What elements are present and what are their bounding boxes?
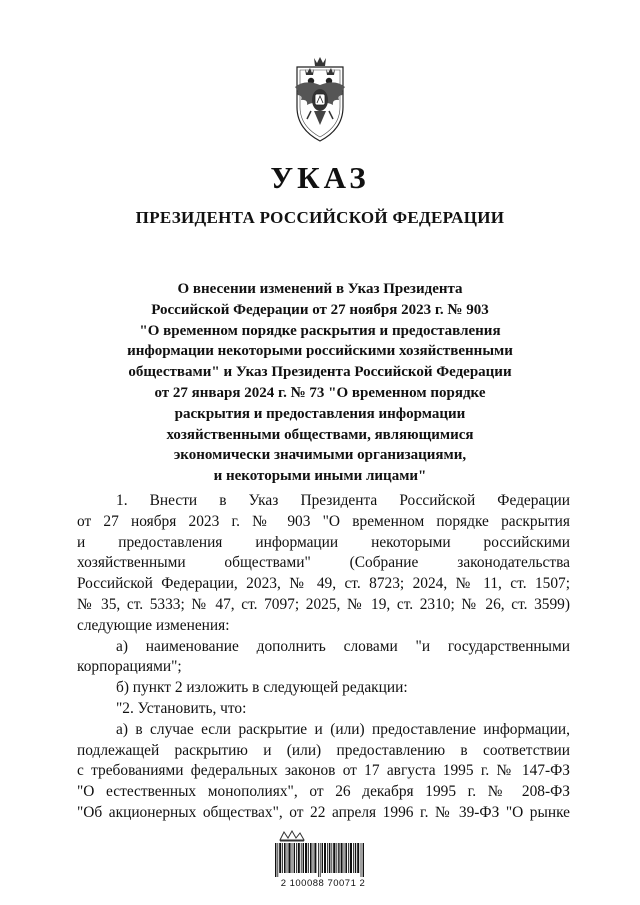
document-heading xyxy=(100,279,540,487)
body-line: Российской Федерации, 2023, № 49, ст. 8723; 2024, № 11, ст. 1507; xyxy=(77,575,570,593)
heading-line: хозяйственными обществами, являющимися xyxy=(166,426,474,443)
body-line: и предоставления информации некоторыми российскими xyxy=(77,533,570,551)
barcode xyxy=(275,843,365,877)
heading-line: обществами" и Указ Президента Российской Федерации xyxy=(128,364,512,381)
heading-line: информации некоторыми российскими хозяйственными xyxy=(127,343,513,360)
body-line: "О естественных монополиях", от 26 декабря 1995 г. № 208-ФЗ xyxy=(77,783,570,801)
body-line: подлежащей раскрытию и (или) предоставлению в соответствии xyxy=(77,741,570,759)
body-line: хозяйственными обществами" (Собрание законодательства xyxy=(77,554,570,572)
heading-line: О внесении изменений в Указ Президента xyxy=(177,281,463,297)
heading-line: Российской Федерации от 27 ноября 2023 г. № 903 xyxy=(151,301,489,318)
body-line: с требованиями федеральных законов от 17 августа 1995 г. № 147-ФЗ xyxy=(77,762,570,780)
body-line: а) в случае если раскрытие и (или) предоставление информации, xyxy=(116,720,570,738)
coat-of-arms-emblem xyxy=(283,55,357,145)
body-line: корпорациями"; xyxy=(77,658,182,676)
body-line: следующие изменения: xyxy=(77,616,230,634)
heading-line: от 27 января 2024 г. № 73 "О временном порядке xyxy=(154,384,486,401)
heading-line: раскрытия и предоставления информации xyxy=(174,405,466,422)
document-type-title: УКАЗ xyxy=(270,160,370,195)
issuer-subtitle: ПРЕЗИДЕНТА РОССИЙСКОЙ ФЕДЕРАЦИИ xyxy=(135,208,505,227)
body-line: б) пункт 2 изложить в следующей редакции: xyxy=(116,679,408,697)
body-line: а) наименование дополнить словами "и государственными xyxy=(116,637,570,655)
heading-line: "О временном порядке раскрытия и предоставления xyxy=(139,322,501,339)
body-line: "Об акционерных обществах", от 22 апреля 1996 г. № 39-ФЗ "О рынке xyxy=(77,803,570,821)
body-line: № 35, ст. 5333; № 47, ст. 7097; 2025, № 19, ст. 2310; № 26, ст. 3599) xyxy=(77,595,570,613)
heading-line: и некоторыми иными лицами" xyxy=(213,468,427,485)
body-line: от 27 ноября 2023 г. № 903 "О временном порядке раскрытия xyxy=(77,512,570,530)
decree-body xyxy=(77,491,570,824)
body-line: "2. Установить, что: xyxy=(116,699,247,717)
small-mark-icon xyxy=(278,828,306,842)
barcode-digits: 2 100088 70071 2 xyxy=(280,878,366,889)
heading-line: экономически значимыми организациями, xyxy=(173,447,467,464)
body-line: 1. Внести в Указ Президента Российской Федерации xyxy=(116,492,570,509)
